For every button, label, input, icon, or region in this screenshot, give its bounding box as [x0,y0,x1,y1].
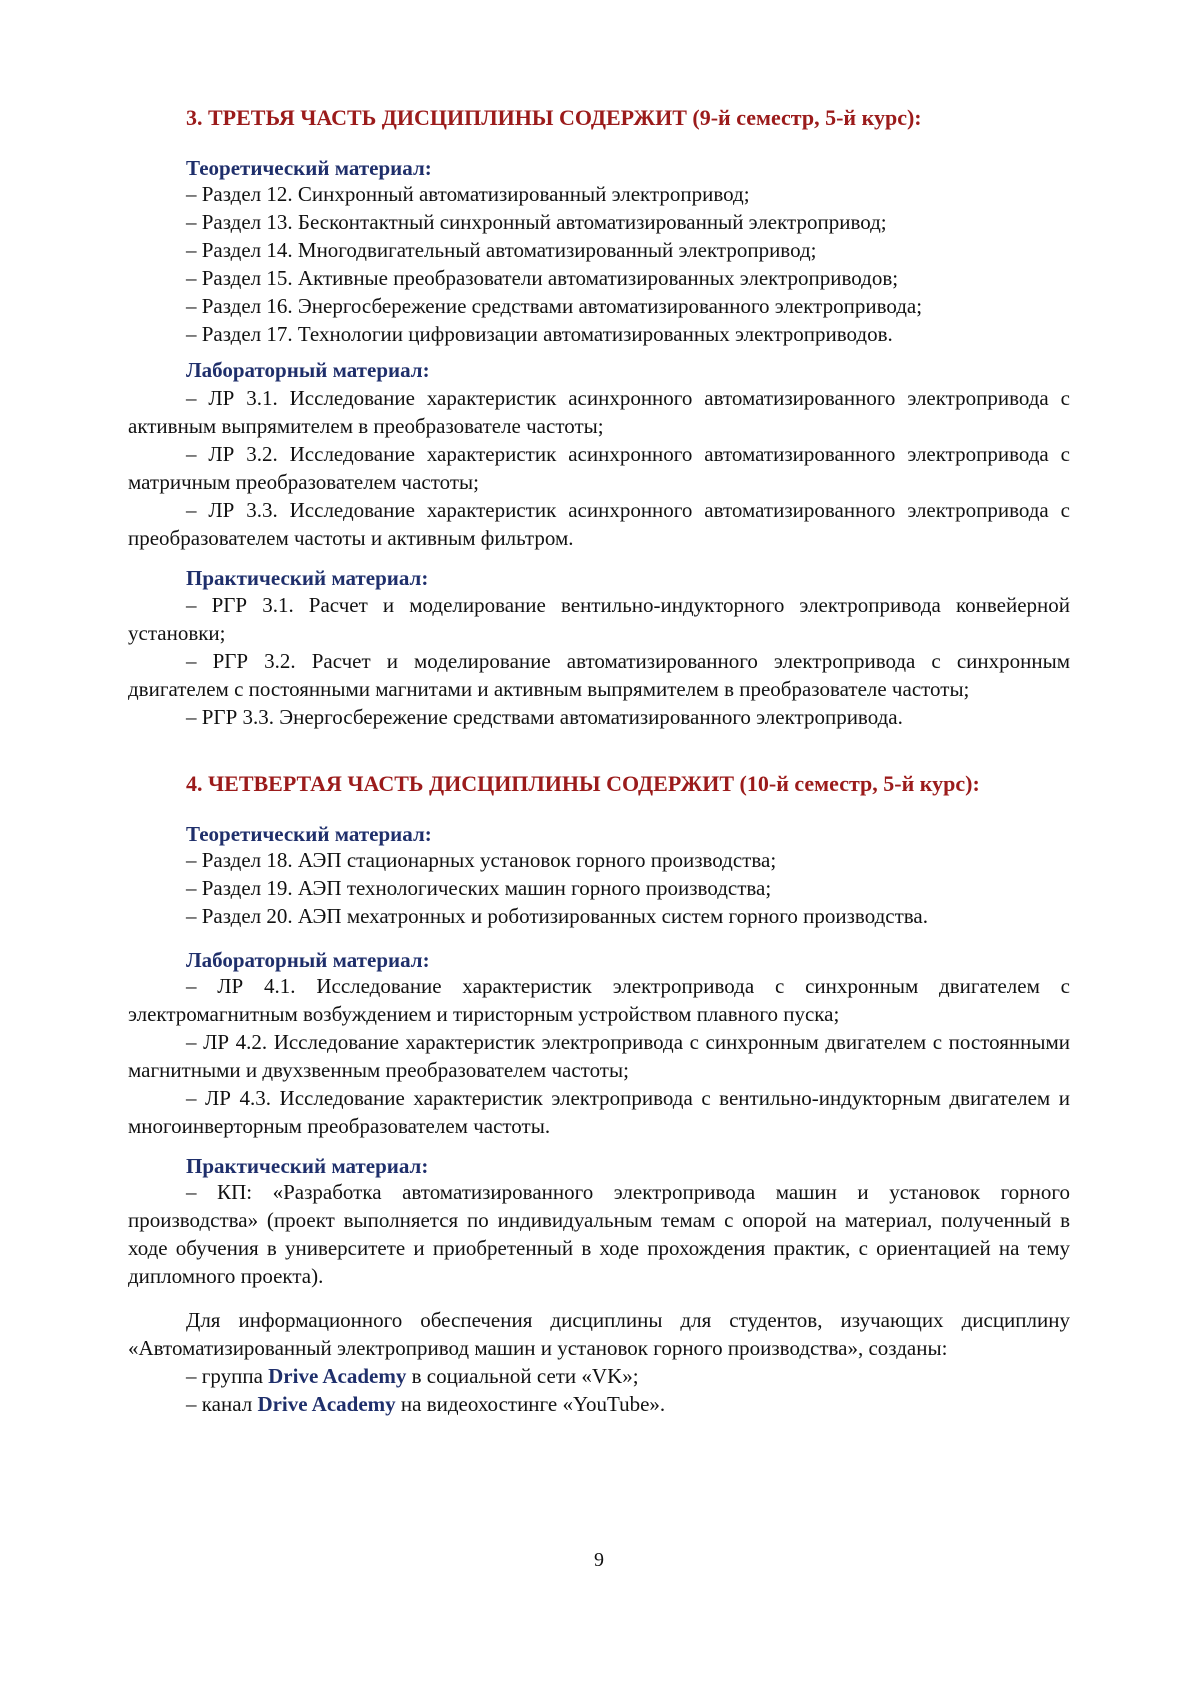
part4-lab-list [128,972,1070,1140]
list-item: – РГР 3.3. Энергосбережение средствами автоматизированного электропривода. [186,705,903,729]
part3-theory-title: Теоретический материал: [186,156,432,180]
list-item: – ЛР 4.2. Исследование характеристик электропривода с синхронным двигателем с постоянными магнитными и двухзвенным преобразователем частоты; [128,1030,1070,1082]
channel-brand-link[interactable]: Drive Academy [257,1392,396,1416]
part4-practice-list [128,1178,1070,1290]
list-item: – ЛР 3.2. Исследование характеристик асинхронного автоматизированного электропривода с матричным преобразователем частоты; [128,442,1070,494]
part3-practice-list [128,591,1070,731]
list-item: – Раздел 12. Синхронный автоматизированный электропривод; [186,182,750,206]
info-channel-prefix: – канал [186,1392,253,1416]
list-item: – ЛР 4.1. Исследование характеристик электропривода с синхронным двигателем с электромагнитным возбуждением и тиристорным устройством плавного пуска; [128,974,1070,1026]
list-item: – Раздел 20. АЭП мехатронных и роботизированных систем горного производства. [186,904,928,928]
list-item: – Раздел 16. Энергосбережение средствами автоматизированного электропривода; [186,294,923,318]
info-intro: Для информационного обеспечения дисциплины для студентов, изучающих дисциплину «Автоматизированный электропривод машин и установок горного производства», созданы: [128,1308,1070,1360]
part4-practice-title: Практический материал: [186,1154,429,1178]
part3-lab-title: Лабораторный материал: [186,358,430,382]
list-item: – Раздел 15. Активные преобразователи автоматизированных электроприводов; [186,266,899,290]
list-item: – ЛР 4.3. Исследование характеристик электропривода с вентильно-индукторным двигателем и многоинверторным преобразователем частоты. [128,1086,1070,1138]
list-item: – Раздел 14. Многодвигательный автоматизированный электропривод; [186,238,817,262]
part3-theory-list [128,180,1070,348]
document-page [128,0,1070,1684]
part3-lab-list [128,384,1070,552]
list-item: – ЛР 3.1. Исследование характеристик асинхронного автоматизированного электропривода с активным выпрямителем в преобразователе частоты; [128,386,1070,438]
list-item: – Раздел 19. АЭП технологических машин горного производства; [186,876,772,900]
list-item: – РГР 3.1. Расчет и моделирование вентильно-индукторного электропривода конвейерной установки; [128,593,1070,645]
list-item: – ЛР 3.3. Исследование характеристик асинхронного автоматизированного электропривода с преобразователем частоты и активным фильтром. [128,498,1070,550]
info-block [128,1306,1070,1418]
list-item: – КП: «Разработка автоматизированного электропривода машин и установок горного производства» (проект выполняется по индивидуальным темам с опорой на материал, полученный в ходе обучения в университете и приобретенный в ходе прохождения практик, с ориентацией на тему дипломного проекта). [128,1180,1070,1288]
list-item: – РГР 3.2. Расчет и моделирование автоматизированного электропривода с синхронным двигателем с постоянными магнитами и активным выпрямителем в преобразователе частоты; [128,649,1070,701]
list-item: – Раздел 13. Бесконтактный синхронный автоматизированный электропривод; [186,210,887,234]
info-group-suffix: в социальной сети «VK»; [411,1364,639,1388]
list-item: – Раздел 18. АЭП стационарных установок горного производства; [186,848,777,872]
page-number: 9 [594,1549,604,1571]
part3-practice-title: Практический материал: [186,566,429,590]
part4-theory-title: Теоретический материал: [186,822,432,846]
group-brand-link[interactable]: Drive Academy [268,1364,407,1388]
info-group-line [128,1362,1070,1390]
part4-heading: 4. ЧЕТВЕРТАЯ ЧАСТЬ ДИСЦИПЛИНЫ СОДЕРЖИТ (10-й семестр, 5-й курс): [186,771,980,796]
part3-heading: 3. ТРЕТЬЯ ЧАСТЬ ДИСЦИПЛИНЫ СОДЕРЖИТ (9-й семестр, 5-й курс): [186,105,922,130]
list-item: – Раздел 17. Технологии цифровизации автоматизированных электроприводов. [186,322,893,346]
info-group-prefix: – группа [186,1364,263,1388]
info-channel-line [128,1390,1070,1418]
info-channel-suffix: на видеохостинге «YouTube». [400,1392,666,1416]
part4-lab-title: Лабораторный материал: [186,948,430,972]
part4-theory-list [128,846,1070,930]
